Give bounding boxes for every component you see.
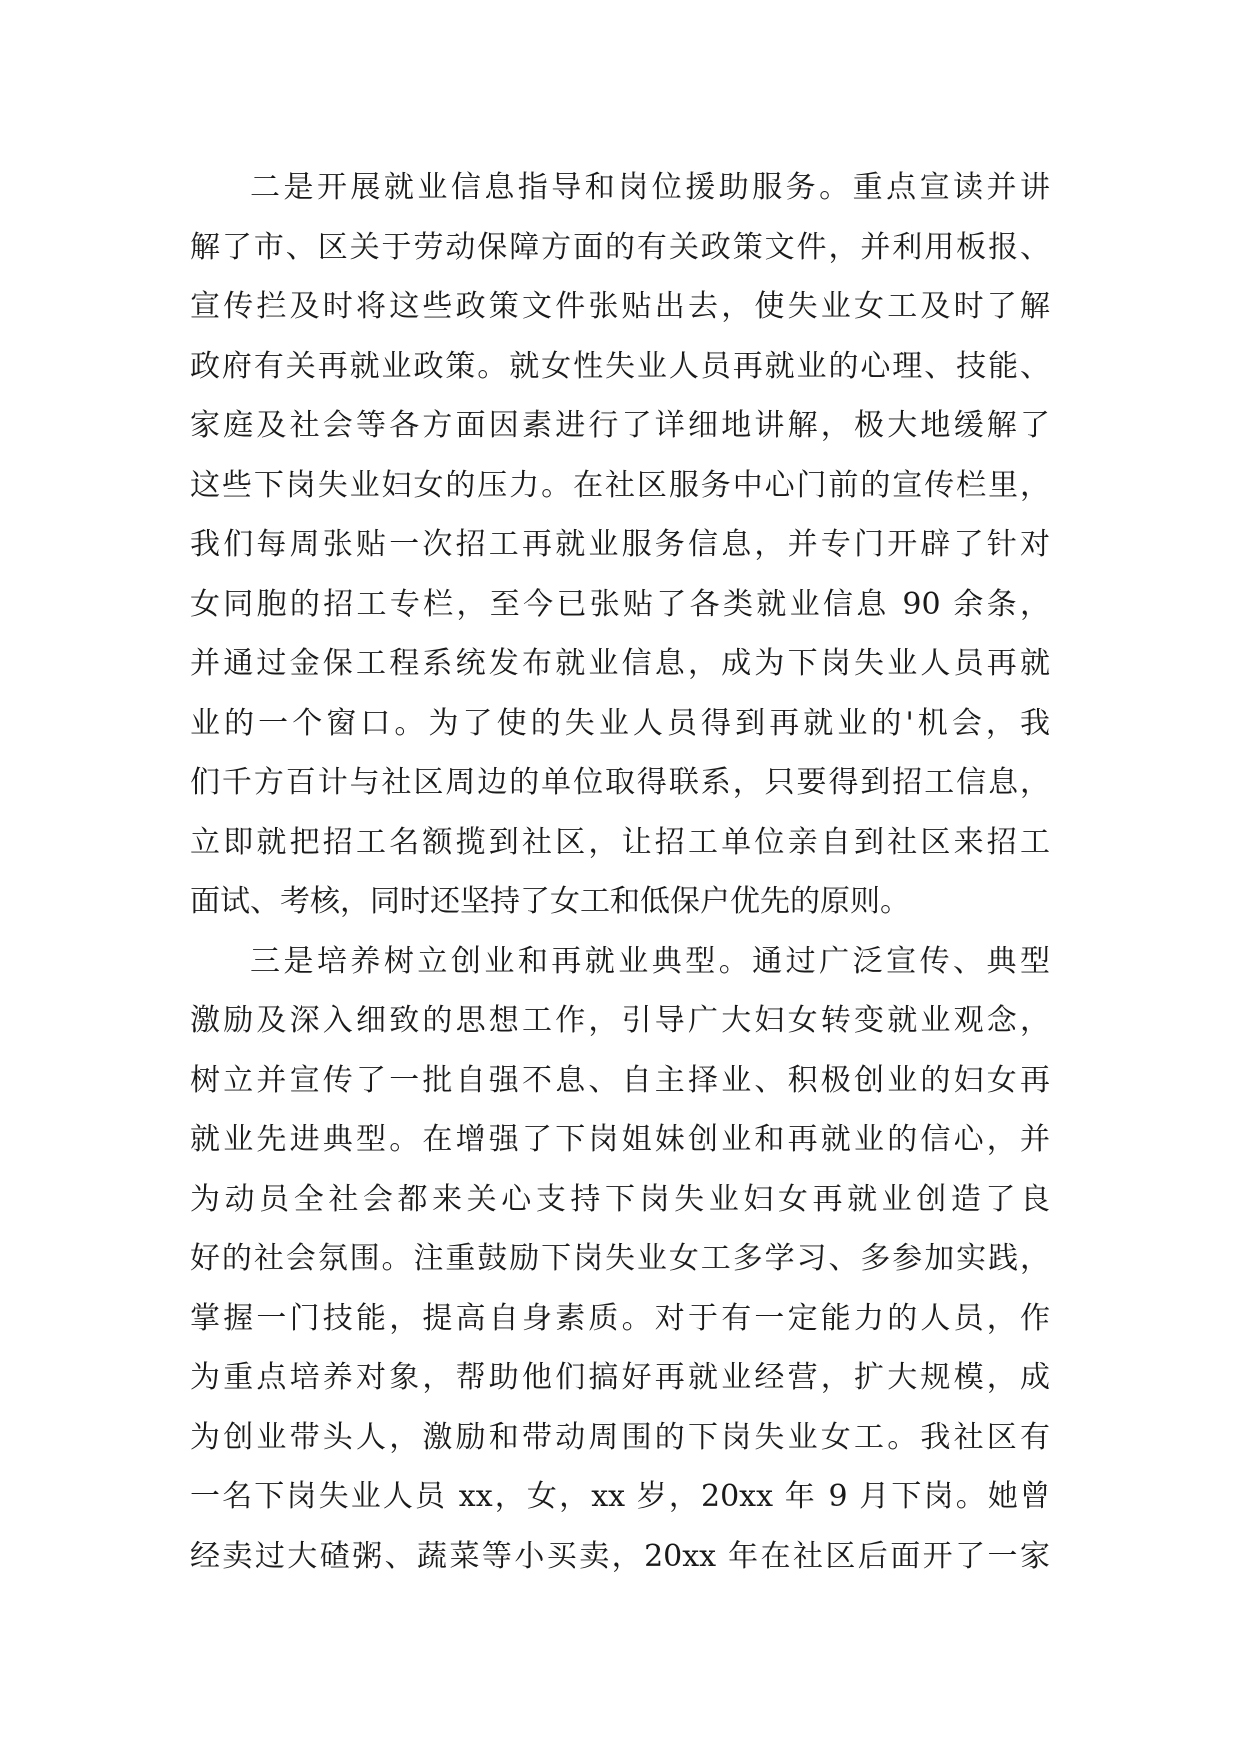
text-line: 政府有关再就业政策。就女性失业人员再就业的心理、技能、 (190, 348, 1050, 384)
text-line: 业的一个窗口。为了使的失业人员得到再就业的'机会，我 (190, 705, 1050, 741)
text-line: 立即就把招工名额揽到社区，让招工单位亲自到社区来招工 (190, 824, 1050, 860)
text-line: 好的社会氛围。注重鼓励下岗失业女工多学习、多参加实践， (190, 1241, 1050, 1276)
text-line: 经卖过大碴粥、蔬菜等小买卖，20xx 年在社区后面开了一家 (190, 1538, 1050, 1574)
text-line: 为重点培养对象，帮助他们搞好再就业经营，扩大规模，成 (190, 1360, 1050, 1395)
text-line: 们千方百计与社区周边的单位取得联系，只要得到招工信息， (190, 765, 1050, 800)
text-line: 树立并宣传了一批自强不息、自主择业、积极创业的妇女再 (190, 1062, 1050, 1098)
document-body (190, 158, 1050, 1586)
text-line: 就业先进典型。在增强了下岗姐妹创业和再就业的信心，并 (190, 1122, 1050, 1157)
text-line: 我们每周张贴一次招工再就业服务信息，并专门开辟了针对 (190, 527, 1050, 562)
text-line: 这些下岗失业妇女的压力。在社区服务中心门前的宣传栏里， (190, 467, 1050, 503)
text-line: 一名下岗失业人员 xx，女，xx 岁，20xx 年 9 月下岗。她曾 (190, 1479, 1050, 1514)
text-line: 解了市、区关于劳动保障方面的有关政策文件，并利用板报、 (190, 229, 1050, 265)
paragraph-employment-guidance (190, 158, 1050, 932)
text-line: 面试、考核，同时还坚持了女工和低保户优先的原则。 (190, 884, 910, 919)
text-line: 宣传拦及时将这些政策文件张贴出去，使失业女工及时了解 (190, 289, 1050, 324)
text-line: 激励及深入细致的思想工作，引导广大妇女转变就业观念， (190, 1003, 1050, 1038)
text-line: 家庭及社会等各方面因素进行了详细地讲解，极大地缓解了 (190, 408, 1050, 443)
text-line: 并通过金保工程系统发布就业信息，成为下岗失业人员再就 (190, 646, 1050, 681)
text-line: 女同胞的招工专栏，至今已张贴了各类就业信息 90 余条， (190, 586, 1050, 622)
text-line: 为动员全社会都来关心支持下岗失业妇女再就业创造了良 (190, 1181, 1050, 1217)
text-line: 为创业带头人，激励和带动周围的下岗失业女工。我社区有 (190, 1419, 1050, 1455)
text-line: 三是培养树立创业和再就业典型。通过广泛宣传、典型 (250, 943, 1050, 979)
paragraph-entrepreneurship-models (190, 932, 1050, 1587)
text-line: 二是开展就业信息指导和岗位援助服务。重点宣读并讲 (250, 170, 1050, 205)
text-line: 掌握一门技能，提高自身素质。对于有一定能力的人员，作 (190, 1300, 1050, 1336)
